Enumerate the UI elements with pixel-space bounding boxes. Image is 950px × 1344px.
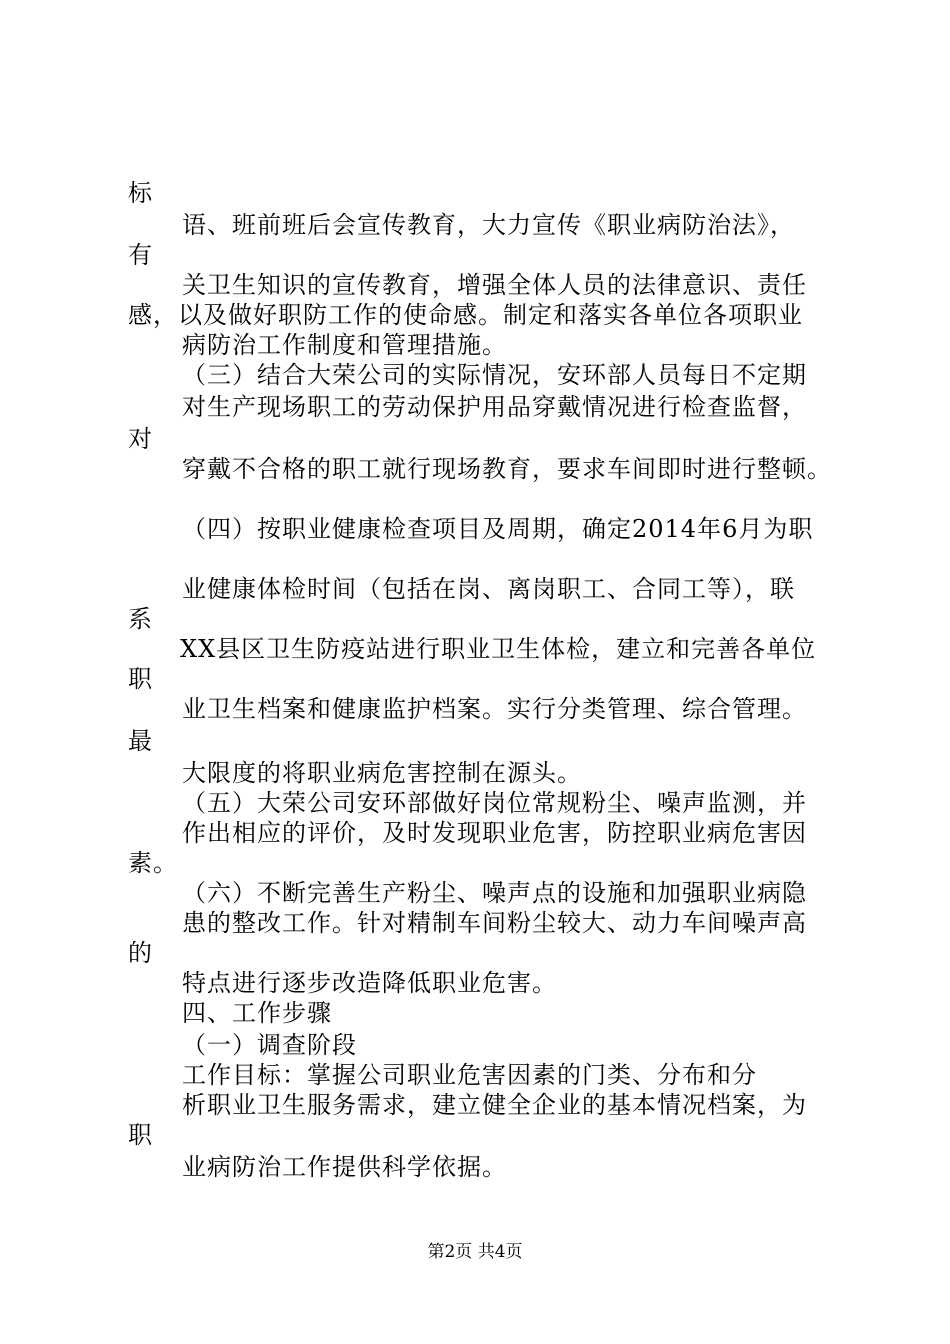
text-line: 作出相应的评价，及时发现职业危害，防控职业病危害因 [182,819,807,847]
text-line: XX县区卫生防疫站进行职业卫生体检，建立和完善各单位 [180,635,817,663]
text-line: 有 [128,241,153,269]
text-line: 工作目标：掌握公司职业危害因素的门类、分布和分 [182,1061,757,1089]
text-line: 标 [128,179,153,207]
text-line: 语、班前班后会宣传教育，大力宣传《职业病防治法》， [182,211,795,239]
section-heading: 四、工作步骤 [182,999,332,1027]
text-line: 素。 [128,849,178,877]
text-line: 患的整改工作。针对精制车间粉尘较大、动力车间噪声高 [182,909,807,937]
text-line: 对生产现场职工的劳动保护用品穿戴情况进行检查监督， [182,393,807,421]
text-line: 病防治工作制度和管理措施。 [182,331,507,359]
text-line: 的 [128,939,153,967]
text-line: 职 [128,665,153,693]
text-line: 业卫生档案和健康监护档案。实行分类管理、综合管理。 [182,695,807,723]
text-line: 关卫生知识的宣传教育，增强全体人员的法律意识、责任 [182,271,807,299]
page-footer: 第2页 共4页 [427,1242,523,1262]
text-line: 业病防治工作提供科学依据。 [182,1153,507,1181]
text-line: 穿戴不合格的职工就行现场教育，要求车间即时进行整顿。 [182,455,832,483]
text-line: （六）不断完善生产粉尘、噪声点的设施和加强职业病隐 [182,879,807,907]
subsection-heading: （一）调查阶段 [182,1031,357,1059]
text-line: 最 [128,727,153,755]
text-line: （三）结合大荣公司的实际情况，安环部人员每日不定期 [182,361,807,389]
text-line: 系 [128,605,153,633]
text-line: （五）大荣公司安环部做好岗位常规粉尘、噪声监测，并 [182,789,807,817]
text-line: （四）按职业健康检查项目及周期，确定2014年6月为职 [182,515,814,543]
text-line: 感，以及做好职防工作的使命感。制定和落实各单位各项职业 [128,301,803,329]
text-line: 析职业卫生服务需求，建立健全企业的基本情况档案，为 [182,1091,807,1119]
text-line: 大限度的将职业病危害控制在源头。 [182,759,582,787]
text-line: 职 [128,1121,153,1149]
text-line: 业健康体检时间（包括在岗、离岗职工、合同工等），联 [182,575,795,603]
text-line: 对 [128,425,153,453]
text-line: 特点进行逐步改造降低职业危害。 [182,969,557,997]
